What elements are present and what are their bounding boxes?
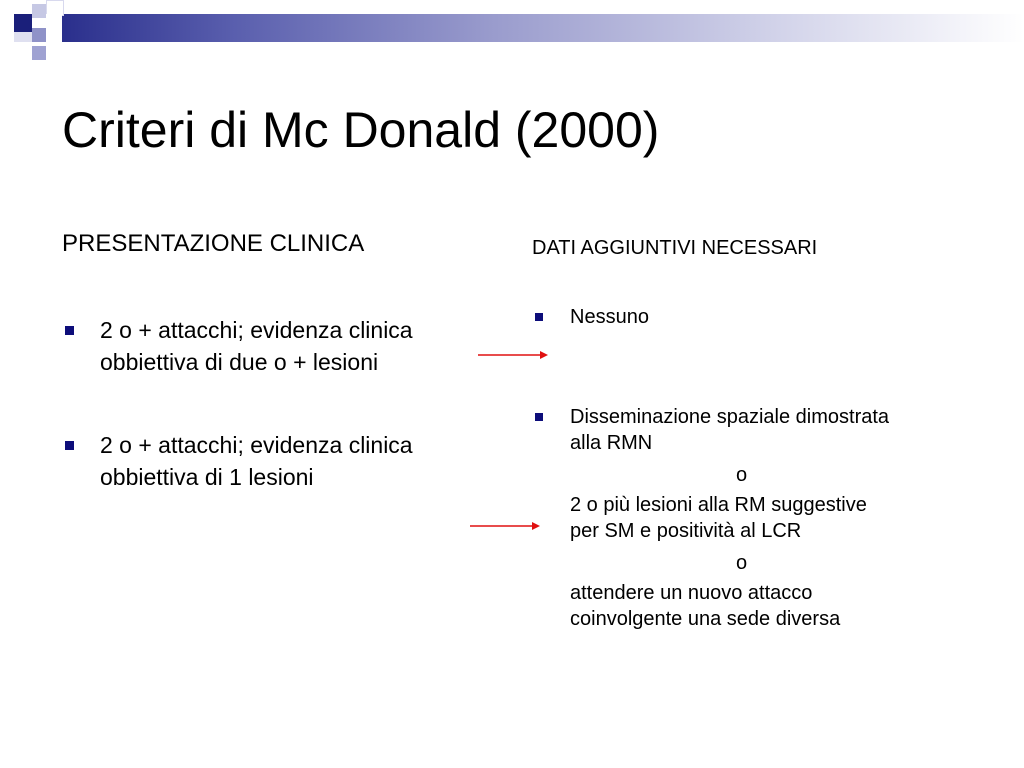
square-bullet-icon xyxy=(65,326,74,335)
deco-square xyxy=(32,4,46,18)
list-item xyxy=(62,429,502,493)
arrow-right-icon xyxy=(476,348,550,362)
deco-square xyxy=(14,14,32,32)
list-item xyxy=(532,404,1002,456)
alternative-line: attendere un nuovo attacco xyxy=(570,582,813,604)
list-item-line: Disseminazione spaziale dimostrata xyxy=(570,406,890,428)
clinical-presentation-column xyxy=(62,228,502,493)
alternative-line: coinvolgente una sede diversa xyxy=(570,608,841,630)
additional-data-column xyxy=(532,234,1002,632)
additional-data-heading: DATI AGGIUNTIVI NECESSARI xyxy=(532,237,818,259)
clinical-presentation-heading: PRESENTAZIONE CLINICA xyxy=(62,230,365,257)
list-item xyxy=(532,304,1002,330)
or-separator: o xyxy=(736,552,748,574)
list-item-line: 2 o + attacchi; evidenza clinica xyxy=(100,317,413,343)
deco-square xyxy=(32,28,46,42)
slide-title: Criteri di Mc Donald (2000) xyxy=(62,102,660,158)
list-item-line: obbiettiva di due o + lesioni xyxy=(100,349,379,375)
header-gradient-bar xyxy=(62,14,1024,42)
or-separator: o xyxy=(736,464,748,486)
square-bullet-icon xyxy=(535,313,543,321)
alternative-line: per SM e positività al LCR xyxy=(570,520,802,542)
square-bullet-icon xyxy=(65,441,74,450)
list-item-line: obbiettiva di 1 lesioni xyxy=(100,464,314,490)
deco-square xyxy=(46,14,62,42)
square-bullet-icon xyxy=(535,413,543,421)
alternative-line: 2 o più lesioni alla RM suggestive xyxy=(570,494,867,516)
list-item-line: 2 o + attacchi; evidenza clinica xyxy=(100,432,413,458)
deco-square xyxy=(14,32,32,42)
header-decoration xyxy=(0,0,1024,70)
arrow-right-icon xyxy=(468,519,542,533)
list-item xyxy=(62,314,502,378)
deco-square xyxy=(32,46,46,60)
list-item-line: alla RMN xyxy=(570,432,653,454)
list-item-line: Nessuno xyxy=(570,306,649,328)
